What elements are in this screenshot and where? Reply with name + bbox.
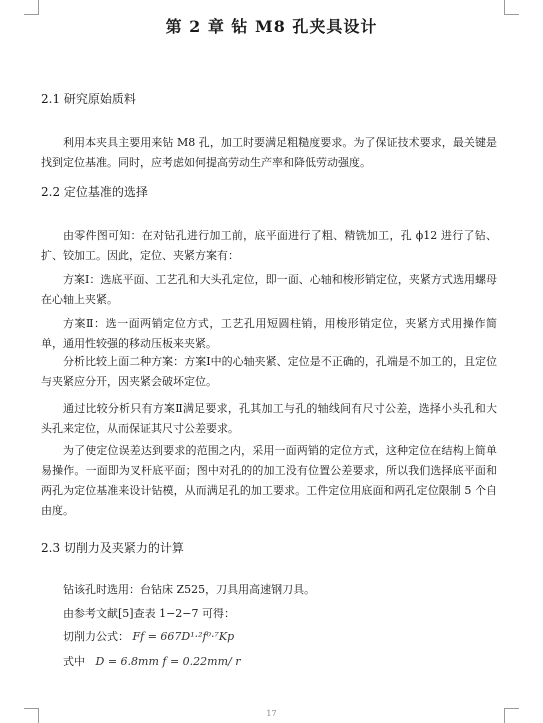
page-number: 17 xyxy=(266,709,277,718)
paragraph-research: 利用本夹具主要用来钻 M8 孔，加工时要满足粗糙度要求。为了保证技术要求，最关键是找到定位基准。同时，应考虑如何提高劳动生产率和降低劳动强度。 xyxy=(41,136,497,169)
line-cutting-force xyxy=(63,628,234,644)
crop-mark-top-left xyxy=(24,0,39,15)
line-parameters xyxy=(63,653,240,669)
paragraph-plan-2: 方案Ⅱ：选一面两销定位方式，工艺孔用短圆柱销，用梭形销定位，夹紧方式用操作简单，通用性较强的移动压板来夹紧。 xyxy=(41,317,497,350)
paragraph-intro: 由零件图可知：在对钻孔进行加工前，底平面进行了粗、精铣加工，孔 ϕ12 进行了钻、扩、铰加工。因此，定位、夹紧方案有： xyxy=(41,229,497,262)
paragraph-positioning: 为了使定位误差达到要求的范围之内，采用一面两销的定位方式，这种定位在结构上简单易操作。一面即为叉杆底平面；图中对孔的的加工没有位置公差要求，所以我们选择底平面和两孔为定位基准来设计钻模，从而满足孔的加工要求。工件定位用底面和两孔定位限制 5 个自由度。 xyxy=(41,444,497,517)
paragraph-analysis: 分析比较上面二种方案：方案Ⅰ中的心轴夹紧、定位是不正确的，孔端是不加工的，且定位与夹紧应分开，因夹紧会破坏定位。 xyxy=(41,355,497,388)
section-heading-2-3: 2.3 切削力及夹紧力的计算 xyxy=(41,541,184,555)
paragraph-plan-1: 方案Ⅰ：选底平面、工艺孔和大头孔定位，即一面、心轴和梭形销定位，夹紧方式选用螺母在心轴上夹紧。 xyxy=(41,273,497,306)
line-reference: 由参考文献[5]查表 1−2−7 可得： xyxy=(63,607,236,620)
cutting-force-formula: Ff = 667D¹·²f⁰·⁷Kp xyxy=(132,630,235,643)
chapter-title: 第 2 章 钻 M8 孔夹具设计 xyxy=(165,17,378,36)
section-heading-2-2: 2.2 定位基准的选择 xyxy=(41,185,148,199)
line-drill-selection: 钻该孔时选用：台钻床 Z525，刀具用高速钢刀具。 xyxy=(63,583,316,596)
crop-mark-top-right xyxy=(504,0,519,15)
formula-label: 切削力公式： xyxy=(63,630,129,643)
parameters-label: 式中 xyxy=(63,655,85,668)
parameters-formula: D = 6.8mm f = 0.22mm/ r xyxy=(95,655,241,668)
paragraph-comparison: 通过比较分析只有方案Ⅱ满足要求，孔其加工与孔的轴线间有尺寸公差，选择小头孔和大头孔来定位，从而保证其尺寸公差要求。 xyxy=(41,402,497,435)
section-heading-2-1: 2.1 研究原始质料 xyxy=(41,92,136,106)
